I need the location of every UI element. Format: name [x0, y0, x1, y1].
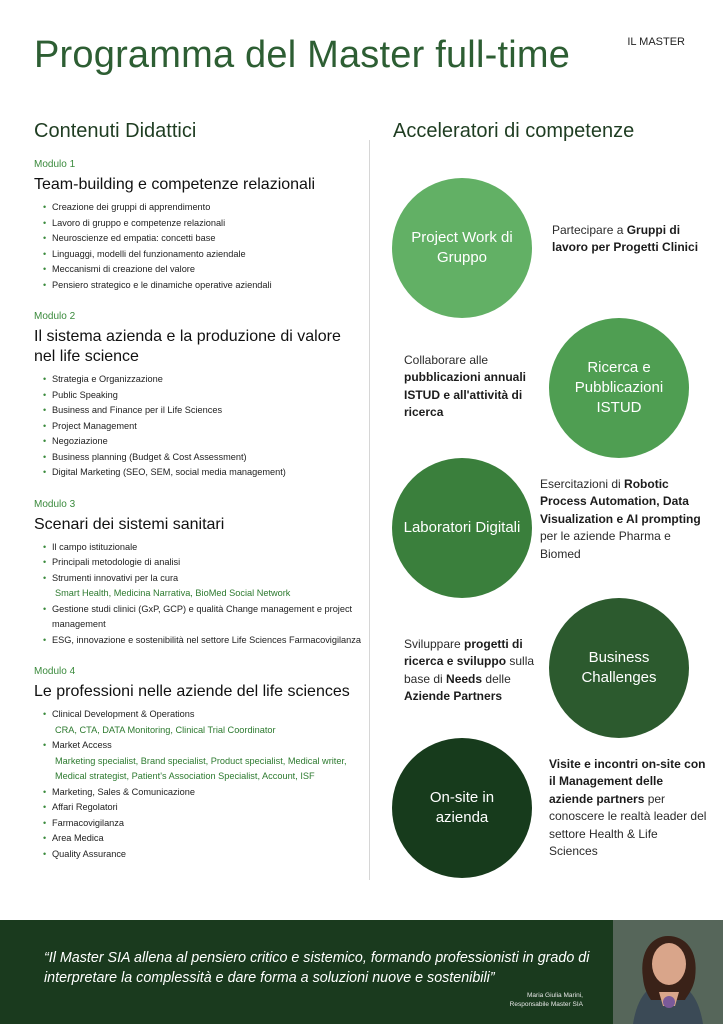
module-title: Team-building e competenze relazionali: [34, 176, 316, 193]
module-item-text: Affari Regolatori: [52, 802, 118, 812]
column-divider: [369, 140, 370, 880]
module-item: [43, 434, 364, 450]
module-item: [43, 450, 364, 466]
module-item: [43, 200, 364, 216]
accelerator-desc-4: [404, 636, 549, 706]
module-item-text: Business planning (Budget & Cost Assessment): [52, 451, 247, 462]
desc-text-run: Esercitazioni di: [540, 477, 625, 491]
module-block: [34, 311, 364, 481]
module-label: Modulo 4: [34, 666, 76, 677]
module-item-text: Creazione dei gruppi di apprendimento: [52, 202, 211, 212]
module-item: [43, 231, 364, 247]
accelerator-circle-4: Business Challenges: [549, 598, 689, 738]
module-item: [43, 571, 364, 602]
didactic-contents-column: [34, 120, 364, 880]
module-item: [43, 602, 364, 633]
module-item-text: Neuroscienze ed empatia: concetti base: [52, 233, 216, 243]
module-item-text: Gestione studi clinici (GxP, GCP) e qualità Change management e project management: [52, 603, 353, 629]
module-item: [43, 785, 364, 801]
right-section-title: Acceleratori di competenze: [393, 120, 635, 142]
desc-text-run: per conoscere le realtà leader del settore Health & Life Sciences: [549, 791, 707, 858]
desc-bold-run: Robotic Process Automation, Data Visualization e AI prompting: [540, 477, 701, 526]
module-item: [43, 738, 364, 785]
module-label: Modulo 1: [34, 159, 76, 170]
accelerator-desc-5: [549, 756, 709, 860]
quote-text: “Il Master SIA allena al pensiero critico e sistemico, formando professionisti in grado di interpretare la complessità e dare forma a soluzioni nuove e sostenibili”: [44, 950, 590, 987]
module-label: Modulo 2: [34, 311, 76, 322]
module-item-text: Marketing, Sales & Comunicazione: [52, 786, 195, 797]
module-item-text: Project Management: [52, 420, 137, 431]
modules-list: [34, 159, 364, 862]
module-item: [43, 388, 364, 404]
module-item-subtext: Marketing specialist, Brand specialist, Product specialist, Medical writer, Medical strategist, Patient's Association Specialist, Account, ISF: [55, 755, 347, 781]
module-items: [34, 540, 364, 649]
module-item-text: Principali metodologie di analisi: [52, 557, 181, 567]
author-portrait: [613, 920, 723, 1024]
module-block: [34, 666, 364, 862]
desc-bold-run: Aziende Partners: [404, 689, 503, 704]
module-block: [34, 499, 364, 649]
module-item-text: ESG, innovazione e sostenibilità nel settore Life Sciences Farmacovigilanza: [52, 634, 361, 645]
desc-bold-run: Visite e incontri on-site con il Management delle aziende partners: [549, 757, 706, 806]
module-item: [43, 372, 364, 388]
module-item: [43, 465, 364, 481]
module-item-text: Linguaggi, modelli del funzionamento aziendale: [52, 248, 246, 259]
accelerator-circle-5: On-site in azienda: [392, 738, 532, 878]
module-item: [43, 278, 364, 294]
quote-footer: [0, 920, 723, 1024]
module-title: Le professioni nelle aziende del life sciences: [34, 683, 350, 700]
module-item-text: Area Medica: [52, 833, 104, 843]
module-item-text: Clinical Development & Operations: [52, 709, 195, 719]
desc-text-run: sulla base di: [404, 654, 535, 686]
module-item: [43, 555, 364, 571]
accelerator-desc-2: [404, 352, 544, 422]
module-item-text: Negoziazione: [52, 436, 108, 446]
module-item-text: Meccanismi di creazione del valore: [52, 264, 195, 274]
desc-bold-run: Gruppi di lavoro per Progetti Clinici: [552, 223, 699, 255]
module-item-subtext: Smart Health, Medicina Narrativa, BioMed Social Network: [55, 588, 291, 598]
desc-text-run: Partecipare a: [552, 223, 627, 237]
module-item-text: Il campo istituzionale: [52, 541, 138, 552]
module-item: [43, 831, 364, 847]
accelerator-circle-3: Laboratori Digitali: [392, 458, 532, 598]
left-section-title: Contenuti Didattici: [34, 120, 197, 142]
module-item: [43, 419, 364, 435]
module-item: [43, 540, 364, 556]
module-item: [43, 262, 364, 278]
module-item-text: Quality Assurance: [52, 848, 127, 859]
module-item-text: Market Access: [52, 740, 112, 750]
accelerator-desc-1: [552, 222, 702, 257]
module-label: Modulo 3: [34, 498, 76, 510]
module-item-text: Strategia e Organizzazione: [52, 374, 163, 384]
module-title: Il sistema azienda e la produzione di valore nel life science: [34, 328, 341, 365]
accelerator-desc-3: [540, 476, 710, 563]
module-items: [34, 707, 364, 862]
module-item-text: Pensiero strategico e le dinamiche operative aziendali: [52, 279, 272, 290]
module-item-text: Business and Finance per il Life Sciences: [52, 405, 223, 415]
accelerator-circle-2: Ricerca e Pubblicazioni ISTUD: [549, 318, 689, 458]
module-items: [34, 372, 364, 481]
module-item: [43, 800, 364, 816]
module-item: [43, 403, 364, 419]
module-item: [43, 847, 364, 863]
page-title: Programma del Master full-time: [34, 34, 571, 76]
module-item: [43, 216, 364, 232]
desc-text-run: per le aziende Pharma e Biomed: [540, 529, 671, 561]
module-item-text: Farmacovigilanza: [52, 817, 124, 828]
module-items: [34, 200, 364, 293]
section-tag: IL MASTER: [627, 36, 685, 48]
quote-attribution: [510, 992, 583, 1010]
module-item-text: Digital Marketing (SEO, SEM, social media management): [52, 467, 286, 477]
desc-bold-run: pubblicazioni annuali ISTUD e all'attività di ricerca: [404, 370, 527, 420]
module-item: [43, 247, 364, 263]
module-item: [43, 707, 364, 738]
module-block: [34, 159, 364, 293]
module-item-text: Lavoro di gruppo e competenze relazionali: [52, 217, 226, 228]
module-item-text: Strumenti innovativi per la cura: [52, 572, 179, 583]
author-name: Maria Giulia Marini,: [527, 992, 583, 999]
module-item: [43, 816, 364, 832]
desc-bold-run: progetti di ricerca e sviluppo: [404, 637, 523, 669]
module-item-text: Public Speaking: [52, 389, 118, 400]
desc-text-run: delle: [482, 671, 511, 686]
module-item-subtext: CRA, CTA, DATA Monitoring, Clinical Trial Coordinator: [55, 724, 276, 735]
module-title: Scenari dei sistemi sanitari: [34, 515, 225, 533]
author-role: Responsabile Master SIA: [509, 1000, 583, 1008]
desc-text-run: Collaborare alle: [404, 353, 489, 367]
module-item: [43, 633, 364, 649]
accelerator-circle-1: Project Work di Gruppo: [392, 178, 532, 318]
desc-bold-run: Needs: [446, 671, 483, 686]
desc-text-run: Sviluppare: [404, 637, 465, 651]
